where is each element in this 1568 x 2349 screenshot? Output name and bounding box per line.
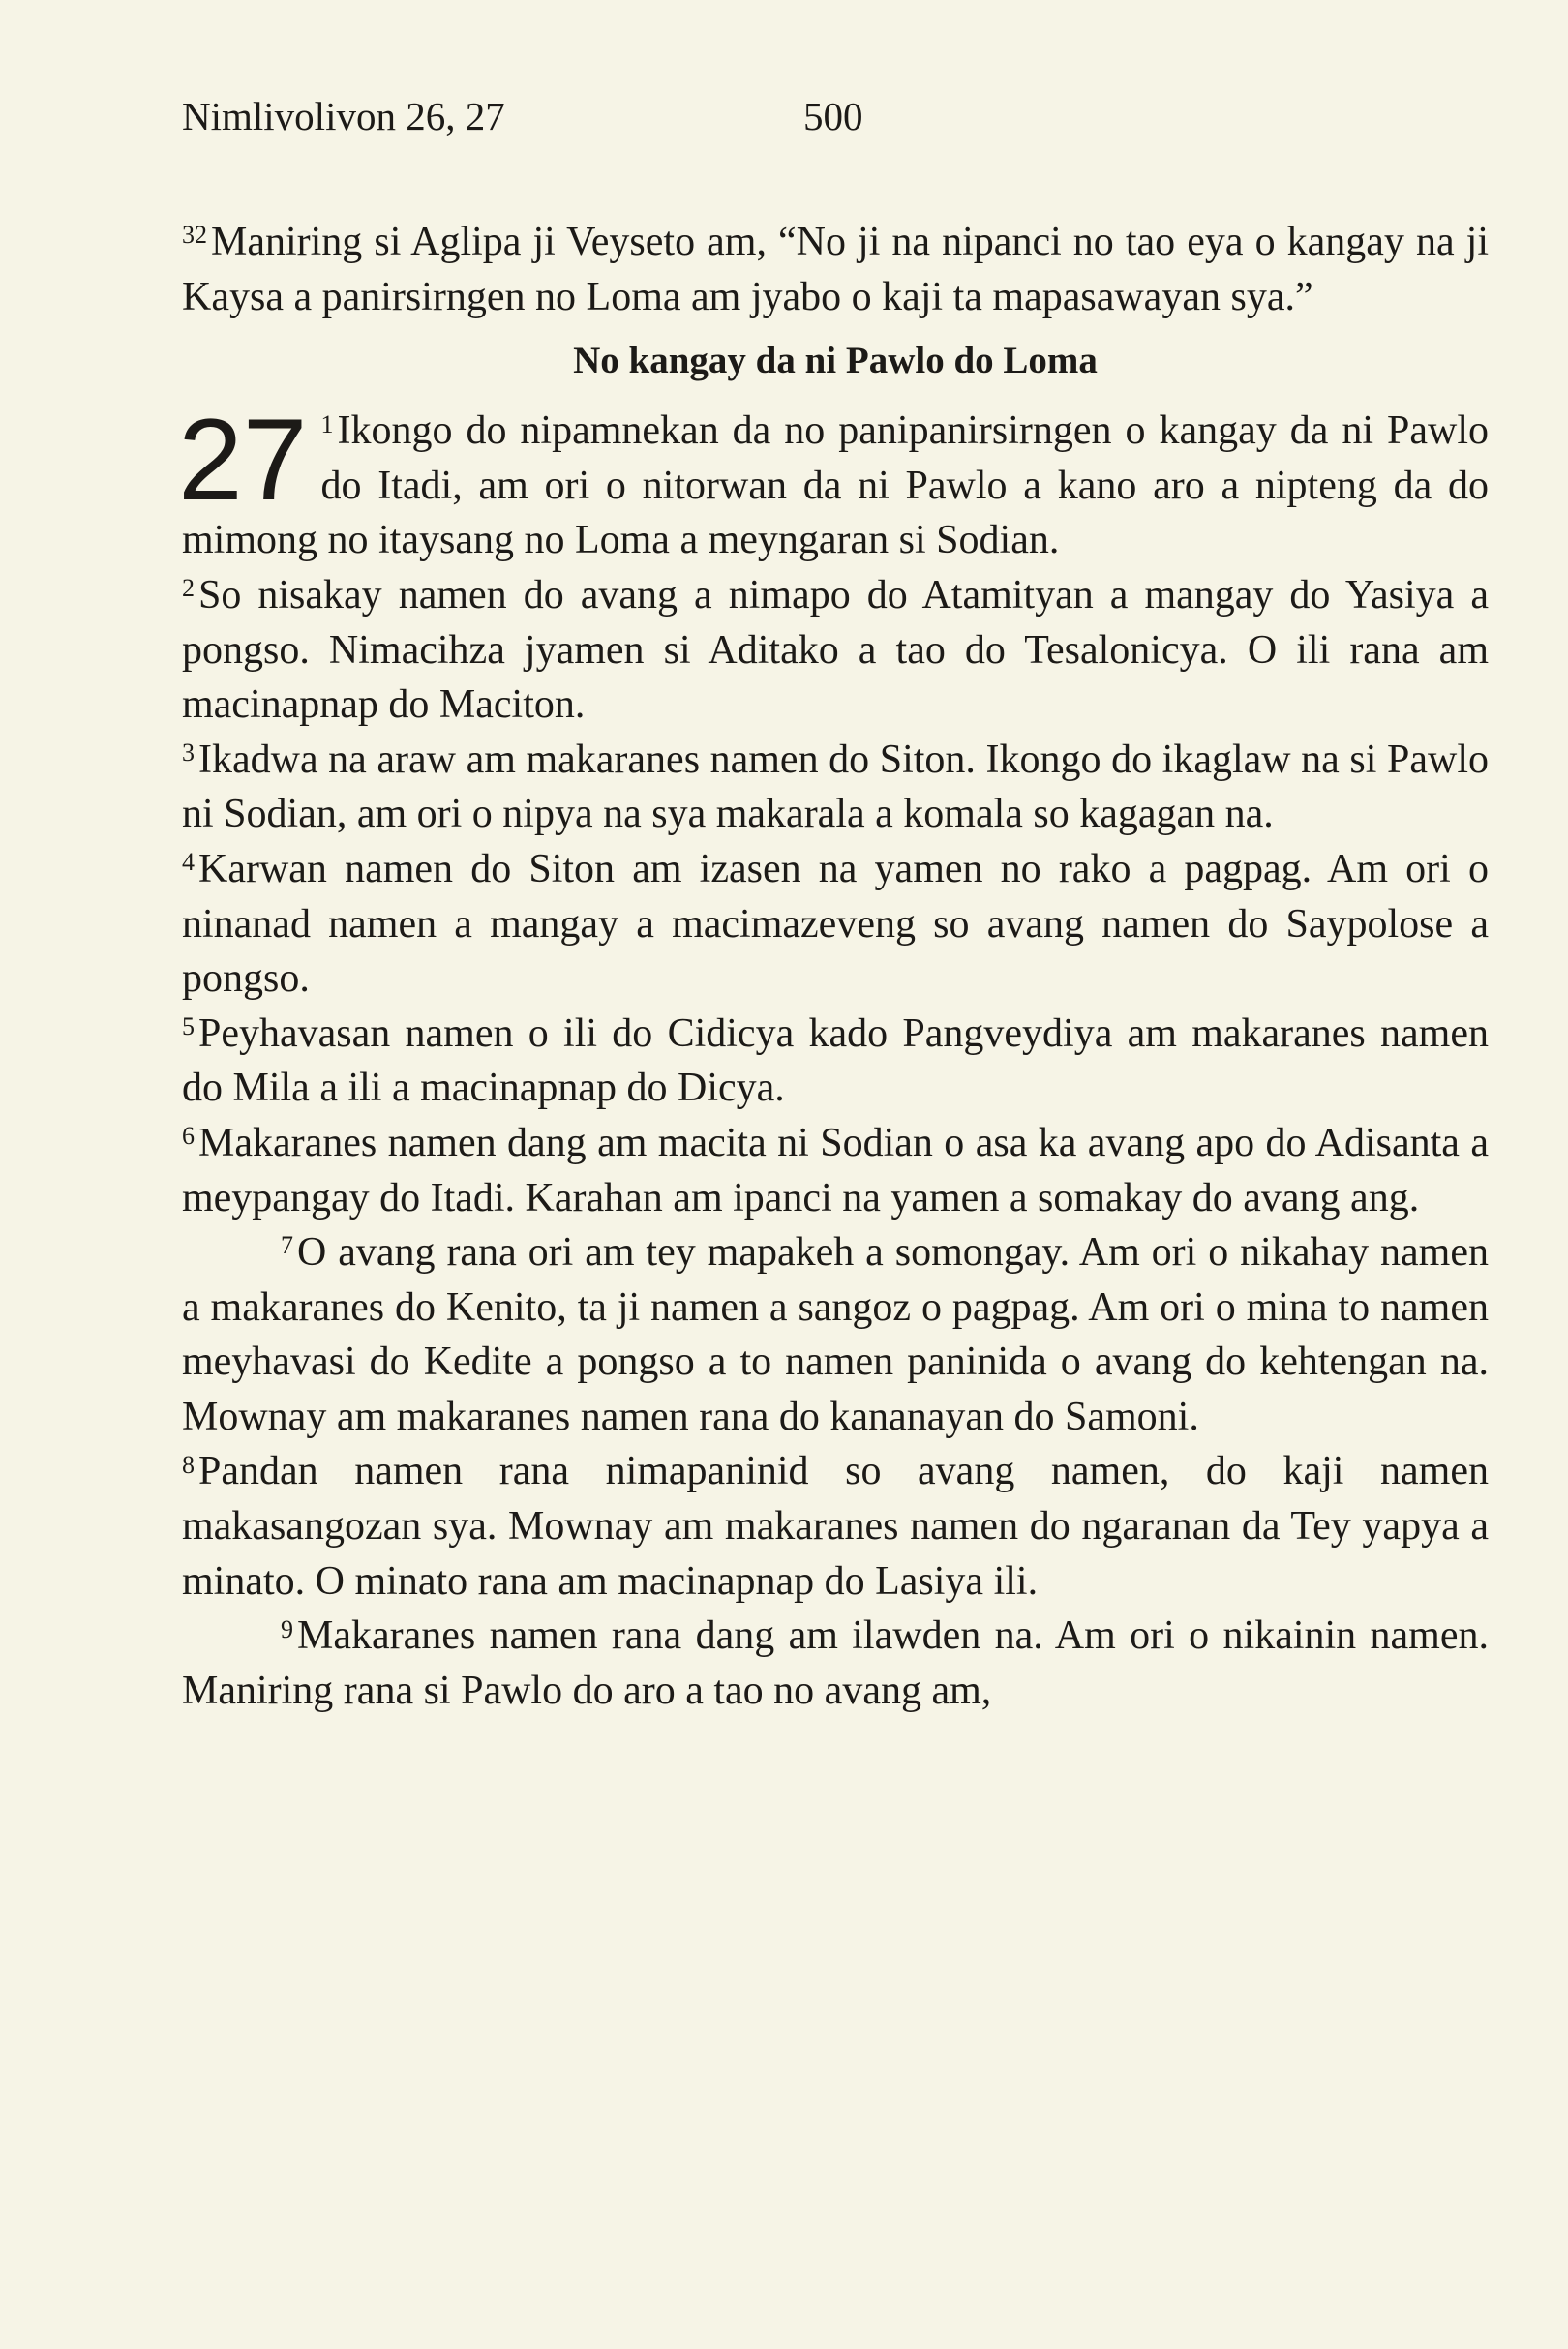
verse-text: Peyhavasan namen o ili do Cidicya kado Pangveydiya am makaranes namen do Mila a ili a macinapnap do Dicya.	[182, 1010, 1489, 1111]
verse-text: Ikadwa na araw am makaranes namen do Siton. Ikongo do ikaglaw na si Pawlo ni Sodian, am ori o nipya na sya makarala a komala so kagagan na.	[182, 737, 1489, 837]
verse-number: 4	[182, 848, 195, 877]
verse-27-1	[178, 395, 1489, 568]
verse-number: 2	[182, 574, 195, 603]
verse-text: So nisakay namen do avang a nimapo do Atamityan a mangay do Yasiya a pongso. Nimacihza jyamen si Aditako a tao do Tesalonicya. O ili rana am macinapnap do Maciton.	[182, 572, 1489, 728]
verse-27-5	[182, 1007, 1489, 1116]
verse-text: Ikongo do nipamnekan da no panipanirsirngen o kangay da ni Pawlo do Itadi, am ori o nitorwan da ni Pawlo a kano aro a nipteng da do mimong no itaysang no Loma a meyngaran si Sodian.	[182, 408, 1489, 563]
page-body	[178, 215, 1489, 1718]
verse-26-32	[182, 215, 1489, 324]
verse-text: Makaranes namen dang am macita ni Sodian o asa ka avang apo do Adisanta a meypangay do Itadi. Karahan am ipanci na yamen a somakay do avang ang.	[182, 1120, 1489, 1220]
verse-number: 5	[182, 1012, 195, 1041]
verse-27-4	[182, 842, 1489, 1007]
verse-number: 8	[182, 1450, 195, 1479]
verse-number: 32	[182, 221, 207, 250]
verse-text: Karwan namen do Siton am izasen na yamen no rako a pagpag. Am ori o ninanad namen a mangay a macimazeveng so avang namen do Saypolose a pongso.	[182, 846, 1489, 1002]
verse-27-9	[182, 1609, 1489, 1718]
verse-number: 1	[320, 409, 334, 438]
verse-text: O avang rana ori am tey mapakeh a somongay. Am ori o nikahay namen a makaranes do Kenito, ta ji namen a sangoz o pagpag. Am ori o mina to namen meyhavasi do Kedite a pongso a to namen paninida o avang do kehtengan na. Mownay am makaranes namen rana do kananayan do Samoni.	[182, 1230, 1489, 1439]
running-title: Nimlivolivon 26, 27	[182, 94, 505, 138]
verse-number: 7	[281, 1231, 293, 1260]
verse-text: Makaranes namen rana dang am ilawden na. Am ori o nikainin namen. Maniring rana si Pawlo do aro a tao no avang am,	[182, 1613, 1489, 1713]
verse-text: Pandan namen rana nimapaninid so avang namen, do kaji namen makasangozan sya. Mownay am makaranes namen do ngaranan da Tey yapya a minato. O minato rana am macinapnap do Lasiya ili.	[182, 1449, 1489, 1604]
verse-number: 6	[182, 1122, 195, 1151]
verse-27-3	[182, 733, 1489, 842]
section-heading: No kangay da ni Pawlo do Loma	[573, 340, 1098, 382]
verse-27-2	[182, 568, 1489, 733]
chapter-number: 27	[178, 395, 308, 526]
page-header	[182, 93, 1469, 151]
verse-27-7	[182, 1225, 1489, 1444]
verse-27-6	[182, 1116, 1489, 1225]
verse-27-8	[182, 1444, 1489, 1609]
page-number: 500	[803, 94, 863, 138]
verse-text: Maniring si Aglipa ji Veyseto am, “No ji na nipanci no tao eya o kangay na ji Kaysa a panirsirngen no Loma am jyabo o kaji ta mapasawayan sya.”	[182, 220, 1489, 319]
verse-number: 9	[281, 1614, 293, 1643]
verse-number: 3	[182, 738, 195, 768]
